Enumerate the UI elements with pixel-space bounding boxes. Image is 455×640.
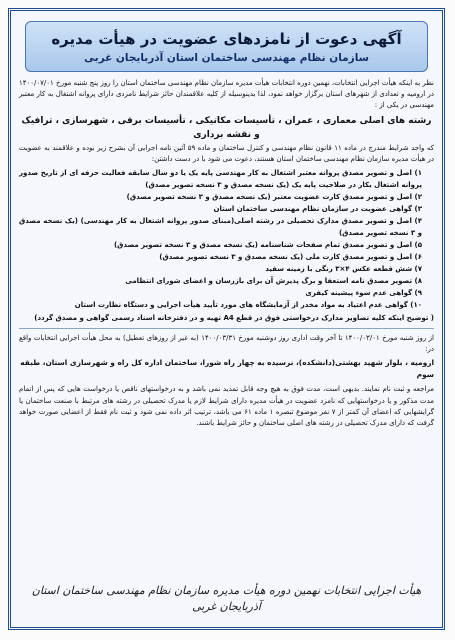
document-item: ۴) اصل و تصویر مصدق مدارک تحصیلی در رشته اصلی(مبنای صدور پروانه اشتغال به کار مهندسی) (یک نسخه مصدق و ۳ نسخه تصویر مصدق) (19, 217, 422, 238)
document-item: ۷) شش قطعه عکس ۴×۳ رنگی با زمینه سفید (265, 265, 422, 274)
document-item: ۳) گواهی عضویت در سازمان نظام مهندسی ساختمان استان (213, 205, 422, 214)
invitation-paragraph: که واجد شرایط مندرج در ماده ۱۱ قانون نظام مهندسی و کنترل ساختمان و ماده ۵۹ آئین نامه اجرایی آن بشرح زیر بوده و علاقمند به عضویت در هیأت مدیره سازمان نظام مهندسی ساختمان استان هستند، دعوت می شود با در دست داشتن: (19, 143, 434, 163)
closing-paragraph: مراجعه و ثبت نام نمایند. بدیهی است، مدت فوق به هیچ وجه قابل تمدید نمی باشد و به درخواستهای ناقص یا درخواست هایی که پس از اتمام مدت مذکور و یا درخواستهایی که نامزد عضویت در هیأت مدیره دارای شرایط لازم یا مدرک تحصیلی در رشته های مرتبط با صنعت ساختمان یا گرایشهایی که اعضای آن کمتر از ۷ نفر موضوع تبصره ۱ ماده ۶۱ می باشد، ترتیب اثر داده نمی شود و ثبت نام فقط از اعضایی صورت خواهد گرفت که دارای مدرک تحصیلی در رشته های اصلی ساختمان و حائز شرایط باشند. (19, 385, 435, 428)
document-item: ۱۰) گواهی عدم اعتیاد به مواد مخدر از آزمایشگاه های مورد تأیید هیأت اجرایی و دستگاه نظارت استان (74, 301, 422, 310)
document-item: ۵) اصل و تصویر مصدق تمام صفحات شناسنامه (یک نسخه مصدق و ۳ نسخه تصویر مصدق) (113, 241, 422, 250)
document-item: ۶) اصل و تصویر مصدق کارت ملی (یک نسخه مصدق و ۳ نسخه تصویر مصدق) (159, 253, 422, 262)
document-item: ۹) گواهی عدم سوء پیشینه کیفری (305, 289, 422, 298)
documents-note: ( توضیح اینکه کلیه تصاویر مدارک درخواستی فوق در قطع A4 تهیه و در دفترخانه اسناد رسمی گواهی و مصدق گردد) (34, 314, 434, 323)
announcement-header (25, 21, 428, 72)
required-documents-list (19, 167, 422, 311)
eligible-fields: رشته های اصلی معماری ، عمران ، تأسیسات مکانیکی ، تأسیسات برقی ، شهرسازی ، ترافیک و نقشه برداری (21, 115, 432, 140)
document-item: ۲) اصل و تصویر مصدق کارت عضویت معتبر (یک نسخه مصدق و ۳ نسخه تصویر مصدق) (126, 193, 422, 202)
announcement-page (8, 8, 445, 630)
divider (19, 328, 434, 329)
announcement-title: آگهی دعوت از نامزدهای عضویت در هیأت مدیره (51, 30, 402, 48)
office-address: ارومیه ، بلوار شهید بهشتی(دانشکده)، نرسیده به چهار راه شورا، ساختمان اداره کل راه و شهرسازی استان، طبقه سوم (20, 358, 434, 380)
organization-name: سازمان نظام مهندسی ساختمان استان آذربایجان غربی (84, 52, 369, 64)
deadline-paragraph: از روز شنبه مورخ ۱۴۰۰/۰۳/۰۱ تا آخر وقت اداری روز دوشنبه مورخ ۱۴۰۰/۰۳/۳۱ (به غیر از روزهای تعطیل) به محل هیأت اجرایی انتخابات واقع در: (19, 334, 434, 354)
document-item: ۸) تصویر مصدق نامه استعفا و برگ پذیرش آن برای بازرسان و اعضای شورای انتظامی (125, 277, 422, 286)
document-item: ۱) اصل و تصویر مصدق پروانه معتبر اشتغال به کار مهندسی پایه یک یا دو سال سابقه فعالیت حرفه ای از تاریخ صدور پروانه اشتغال بکار در صلاحیت پایه یک (یک نسخه مصدق و ۳ نسخه تصویر مصدق) (19, 169, 422, 190)
intro-paragraph: نظر به اینکه هیأت اجرایی انتخابات، نهمین دوره انتخابات هیأت مدیره سازمان نظام مهندسی ساختمان استان را روز پنج شنبه مورخ ۱۴۰۰/۰۷/۰۱ در ارومیه و تعدادی از شهرهای استان برگزار خواهد نمود، لذا بدینوسیله از کلیه علاقمندان حائز شرایط نامزدی دارای پروانه اشتغال به کار معتبر مهندسی در یکی از : (19, 79, 434, 110)
signature-footer: هیأت اجرایی انتخابات نهمین دوره هیأت مدیره سازمان نظام مهندسی ساختمان استان آذربایجان غربی (31, 584, 422, 613)
